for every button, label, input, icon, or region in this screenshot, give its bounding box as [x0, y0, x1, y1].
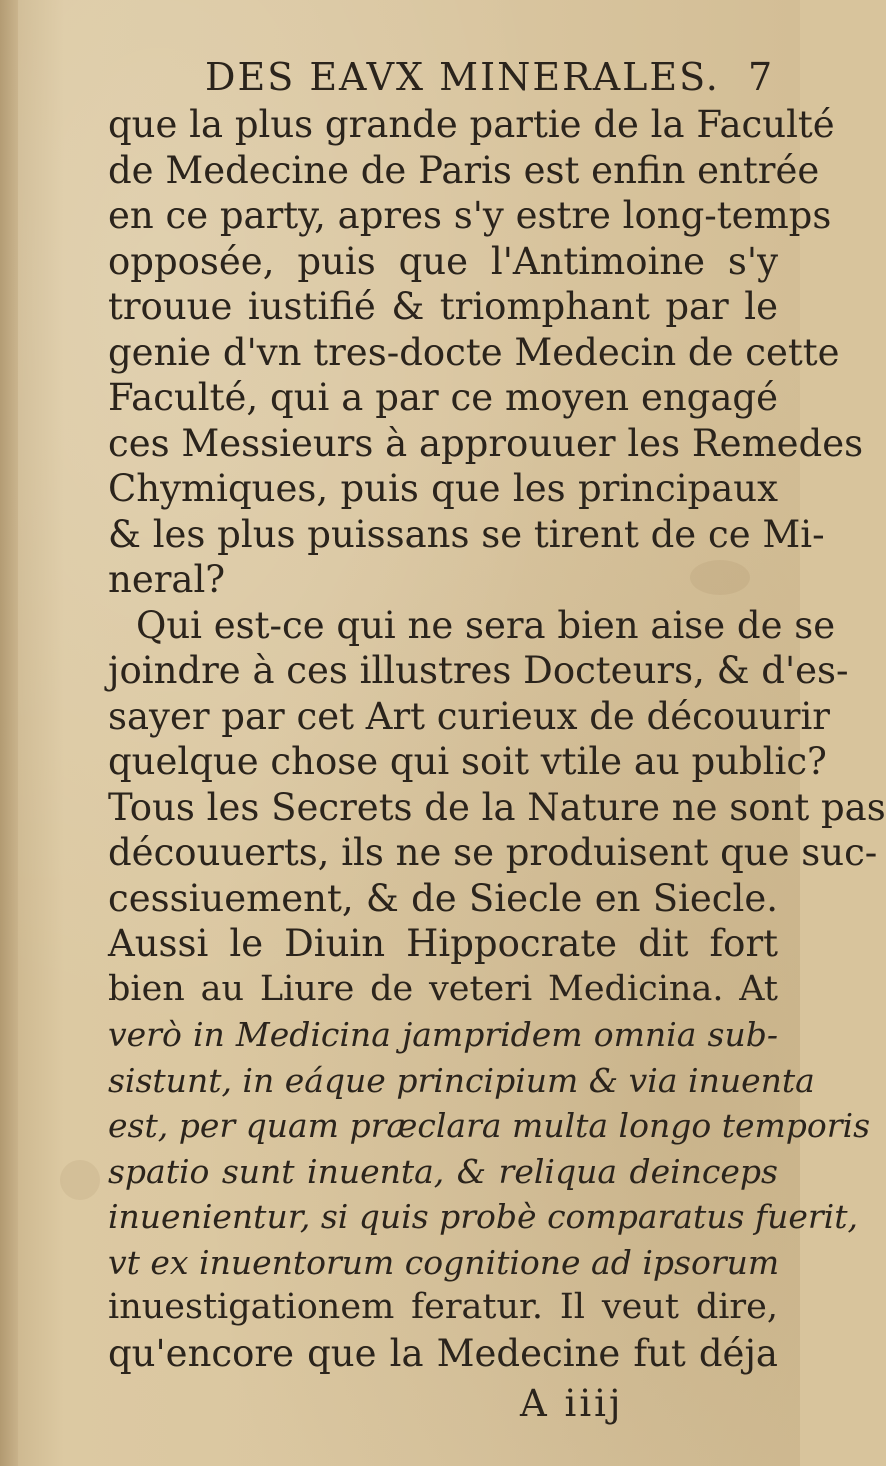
text-line: cessiuement, & de Siecle en Siecle.	[108, 876, 778, 920]
text-line: Faculté, qui a par ce moyen engagé	[108, 376, 778, 419]
text-line: Qui est-ce qui ne sera bien aise de se	[136, 603, 836, 647]
running-header	[205, 48, 775, 106]
latin-quote-line: verò in Medicina jampridem omnia sub-	[108, 1015, 778, 1054]
latin-quote-line: est, per quam præclara multa longo temporis	[108, 1106, 871, 1145]
text-line: découuerts, ils ne se produisent que suc-	[108, 831, 878, 874]
text-line: Tous les Secrets de la Nature ne sont pas	[108, 785, 886, 829]
text-line: genie d'vn tres-docte Medecin de cette	[108, 330, 840, 374]
text-line: Aussi le Diuin Hippocrate dit fort	[108, 922, 778, 965]
text-line: de Medecine de Paris est enfin entrée	[108, 148, 820, 192]
page-gutter	[0, 0, 18, 1466]
text-line: qu'encore que la Medecine fut déja	[108, 1331, 778, 1375]
text-line: Chymiques, puis que les principaux	[108, 467, 778, 510]
latin-quote-line: spatio sunt inuenta, & reliqua deinceps	[108, 1151, 778, 1191]
latin-quote-line: inuenientur, si quis probè comparatus fuerit,	[108, 1197, 858, 1236]
text-line: que la plus grande partie de la Faculté	[108, 103, 835, 146]
text-line: sayer par cet Art curieux de découurir	[108, 694, 830, 738]
text-line: quelque chose qui soit vtile au public?	[108, 740, 827, 783]
running-title: DES EAVX MINERALES.	[205, 55, 720, 99]
body-text	[108, 102, 886, 1376]
paper-stain	[60, 1160, 100, 1200]
text-line: joindre à ces illustres Docteurs, & d'es-	[108, 649, 849, 692]
text-line: bien au Liure de veteri Medicina. At	[108, 968, 778, 1009]
page-number: 7	[748, 55, 775, 99]
text-line: & les plus puissans se tirent de ce Mi-	[108, 512, 825, 556]
text-line: opposée, puis que l'Antimoine s'y	[108, 239, 778, 283]
signature-mark: A iiij	[520, 1382, 624, 1425]
text-line: en ce party, apres s'y estre long-temps	[108, 194, 832, 237]
latin-quote-line: vt ex inuentorum cognitione ad ipsorum	[108, 1242, 780, 1282]
text-line: inuestigationem feratur. Il veut dire,	[108, 1287, 778, 1327]
latin-quote-line: sistunt, in eáque principium & via inuenta	[108, 1060, 815, 1100]
text-line: ces Messieurs à approuuer les Remedes	[108, 421, 864, 465]
text-line: trouue iustifié & triomphant par le	[108, 285, 778, 328]
text-line: neral?	[108, 558, 226, 601]
